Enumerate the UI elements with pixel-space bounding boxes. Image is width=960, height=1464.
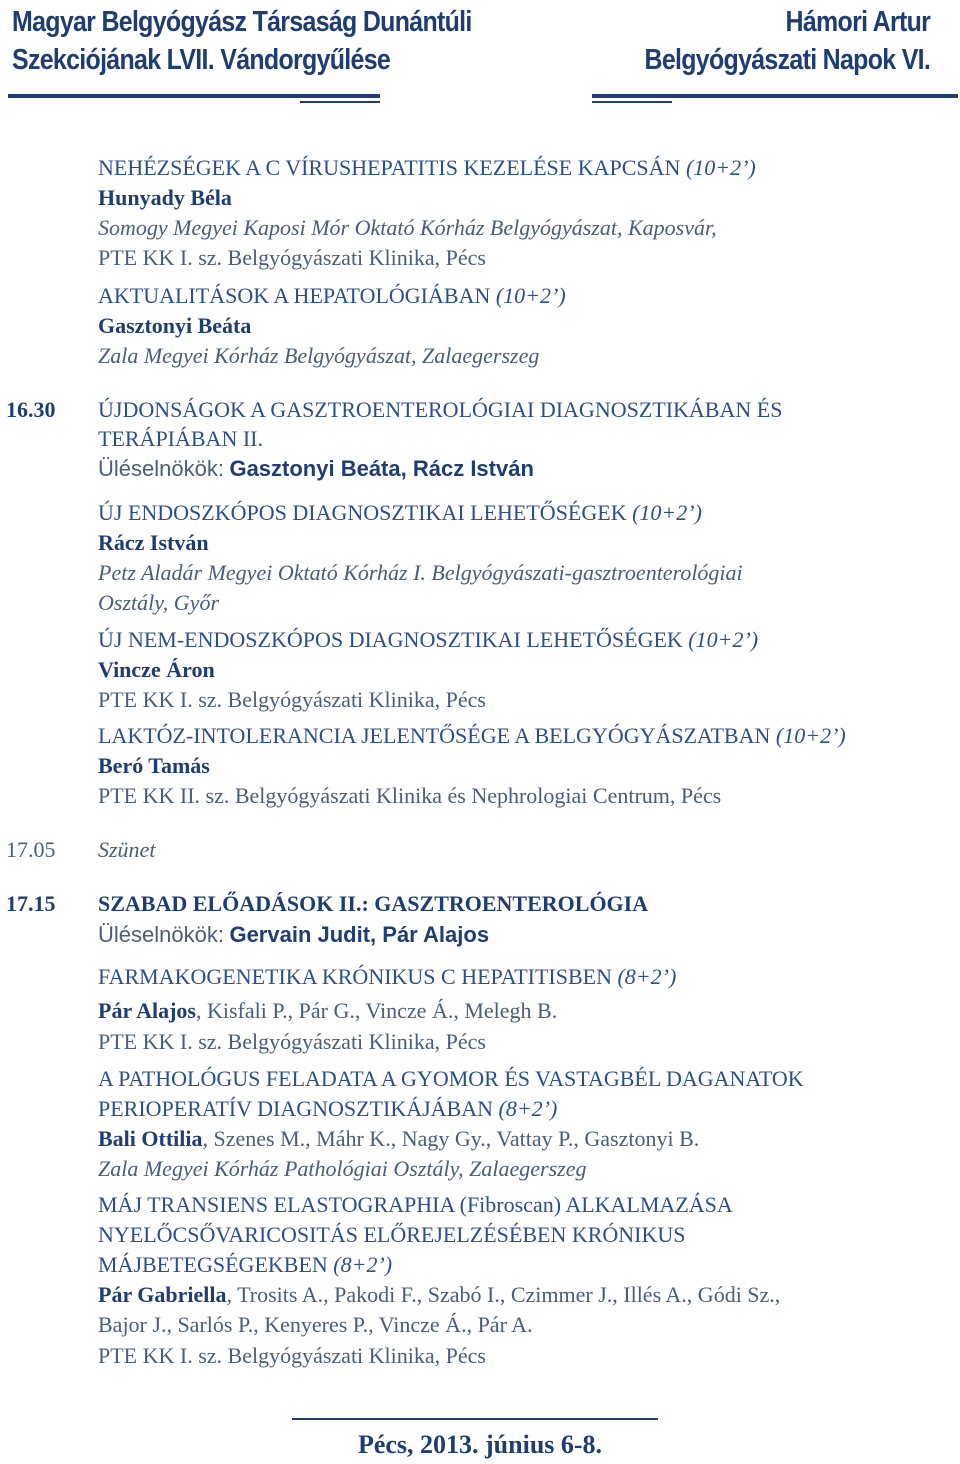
talk-title-line (98, 1221, 686, 1249)
session-chairs (98, 921, 489, 949)
talk-title: NEHÉZSÉGEK A C VÍRUSHEPATITIS KEZELÉSE KAPCSÁN (98, 155, 681, 180)
header-title-left-line2: Szekciójának LVII. Vándorgyűlése (12, 44, 391, 76)
talk-title: ÚJ NEM-ENDOSZKÓPOS DIAGNOSZTIKAI LEHETŐSÉGEK (98, 627, 683, 652)
authors (98, 1125, 699, 1153)
talk-title-line (98, 154, 756, 182)
chairs-names: Gervain Judit, Pár Alajos (229, 922, 490, 947)
talk-title: MÁJBETEGSÉGEKBEN (98, 1252, 328, 1277)
talk-title-line (98, 1251, 392, 1279)
talk-title-line (98, 963, 676, 991)
affiliation: Zala Megyei Kórház Pathológiai Osztály, Zalaegerszeg (98, 1156, 587, 1181)
affiliation: PTE KK I. sz. Belgyógyászati Klinika, Pécs (98, 1029, 486, 1054)
talk-title: PERIOPERATÍV DIAGNOSZTIKÁJÁBAN (98, 1096, 493, 1121)
break-time: 17.05 (6, 837, 56, 862)
coauthors: , Kisfali P., Pár G., Vincze Á., Melegh B. (195, 998, 558, 1023)
footer-rule (292, 1418, 658, 1420)
talk-title: LAKTÓZ-INTOLERANCIA JELENTŐSÉGE A BELGYÓGYÁSZATBAN (98, 723, 771, 748)
talk-duration: (10+2’) (685, 155, 756, 180)
talk-title-line (98, 1095, 557, 1123)
speaker: Vincze Áron (98, 657, 215, 682)
break-label: Szünet (98, 837, 156, 862)
talk-title: A PATHOLÓGUS FELADATA A GYOMOR ÉS VASTAGBÉL DAGANATOK (98, 1066, 804, 1091)
affiliation: Zala Megyei Kórház Belgyógyászat, Zalaegerszeg (98, 343, 540, 368)
talk-title-line (98, 282, 566, 310)
talk-duration: (8+2’) (498, 1096, 558, 1121)
talk-duration: (8+2’) (617, 964, 677, 989)
affiliation: Petz Aladár Megyei Oktató Kórház I. Belgyógyászati-gasztroenterológiai (98, 560, 743, 585)
header-title-left-line1: Magyar Belgyógyász Társaság Dunántúli (12, 6, 472, 38)
talk-title-line (98, 722, 846, 750)
talk-duration: (10+2’) (775, 723, 846, 748)
talk-title: AKTUALITÁSOK A HEPATOLÓGIÁBAN (98, 283, 491, 308)
coauthors: , Trosits A., Pakodi F., Szabó I., Czimmer J., Illés A., Gódi Sz., (226, 1282, 781, 1307)
talk-duration: (10+2’) (632, 500, 702, 525)
footer-place-date: Pécs, 2013. június 6-8. (357, 1430, 603, 1459)
talk-title-line (98, 499, 702, 527)
talk-title-line (98, 1065, 804, 1093)
authors (98, 997, 557, 1025)
header-rule-left (8, 94, 380, 98)
affiliation: Somogy Megyei Kaposi Mór Oktató Kórház Belgyógyászat, Kaposvár, (98, 215, 717, 240)
affiliation: PTE KK I. sz. Belgyógyászati Klinika, Pécs (98, 687, 486, 712)
coauthors: Bajor J., Sarlós P., Kenyeres P., Vincze Á., Pár A. (98, 1312, 533, 1337)
header-rule-right (592, 94, 958, 98)
talk-title: FARMAKOGENETIKA KRÓNIKUS C HEPATITISBEN (98, 964, 612, 989)
session-chairs (98, 455, 534, 483)
talk-duration: (10+2’) (495, 283, 566, 308)
header-title-right-line1: Hámori Artur (785, 6, 930, 38)
speaker: Rácz István (98, 530, 209, 555)
affiliation: PTE KK I. sz. Belgyógyászati Klinika, Pécs (98, 245, 486, 270)
speaker: Hunyady Béla (98, 185, 232, 210)
session-time: 17.15 (6, 891, 56, 916)
talk-title: NYELŐCSŐVARICOSITÁS ELŐREJELZÉSÉBEN KRÓNIKUS (98, 1222, 686, 1247)
affiliation: PTE KK II. sz. Belgyógyászati Klinika és Nephrologiai Centrum, Pécs (98, 783, 722, 808)
session-title: ÚJDONSÁGOK A GASZTROENTEROLÓGIAI DIAGNOSZTIKÁBAN ÉS (98, 397, 783, 422)
speaker: Gasztonyi Beáta (98, 313, 252, 338)
header-rule-left-thin (300, 101, 380, 103)
talk-duration: (8+2’) (333, 1252, 393, 1277)
session-title: TERÁPIÁBAN II. (98, 426, 263, 451)
session-time: 16.30 (6, 397, 56, 422)
talk-title: MÁJ TRANSIENS ELASTOGRAPHIA (Fibroscan) ALKALMAZÁSA (98, 1192, 733, 1217)
lead-author: Pár Gabriella (98, 1282, 227, 1307)
affiliation: Osztály, Győr (98, 590, 219, 615)
session-title: SZABAD ELŐADÁSOK II.: GASZTROENTEROLÓGIA (98, 891, 649, 916)
header-rule-right-thin (592, 101, 672, 103)
talk-title-line (98, 1191, 733, 1219)
authors (98, 1281, 780, 1309)
header-title-right-line2: Belgyógyászati Napok VI. (644, 44, 930, 76)
lead-author: Pár Alajos (98, 998, 196, 1023)
talk-title: ÚJ ENDOSZKÓPOS DIAGNOSZTIKAI LEHETŐSÉGEK (98, 500, 627, 525)
speaker: Beró Tamás (98, 753, 210, 778)
chairs-label: Üléselnökök: (98, 922, 224, 947)
lead-author: Bali Ottilia (98, 1126, 203, 1151)
chairs-label: Üléselnökök: (98, 456, 224, 481)
coauthors: , Szenes M., Máhr K., Nagy Gy., Vattay P., Gasztonyi B. (202, 1126, 700, 1151)
chairs-names: Gasztonyi Beáta, Rácz István (229, 456, 534, 481)
affiliation: PTE KK I. sz. Belgyógyászati Klinika, Pécs (98, 1343, 486, 1368)
talk-duration: (10+2’) (688, 627, 759, 652)
talk-title-line (98, 626, 758, 654)
